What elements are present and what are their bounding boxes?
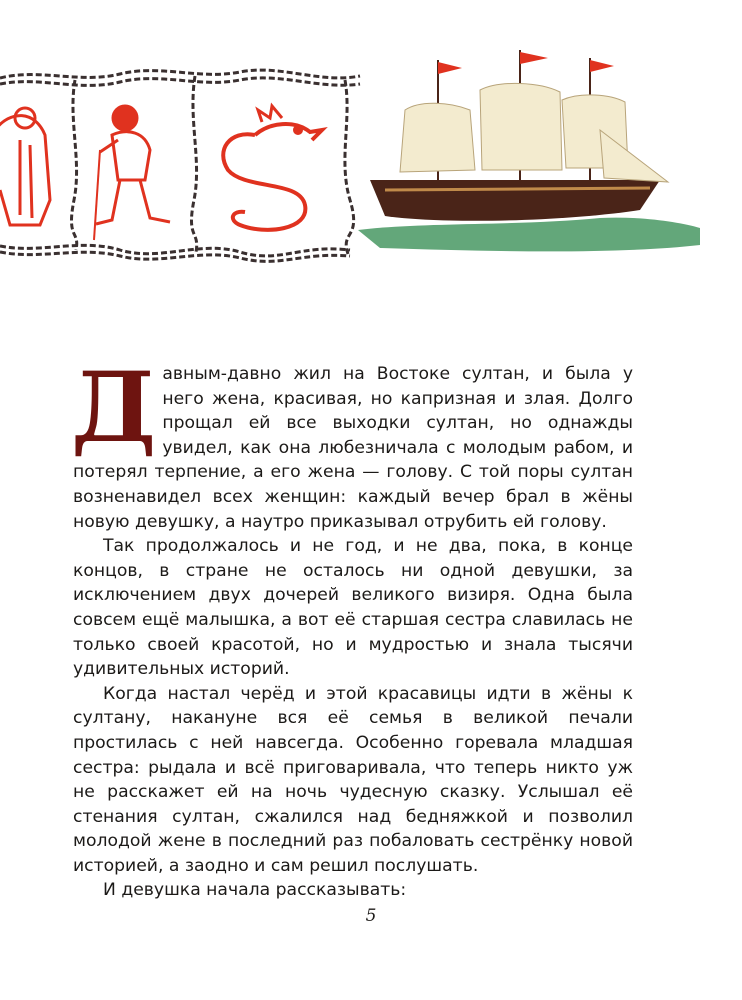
paragraph: Когда настал черёд и этой красавицы идти в жёны к султану, накануне вся её семья в великой печали простилась с ней навсегда. Особенно горевала младшая сестра: рыдала и всё приговаривала, что теперь никто уж не расскажет ей на ночь чудесную сказку. Услышал её стенания султан, сжалился над бедняжкой и позволил молодой жене в последний раз побаловать сестрёнку новой историей, а заодно и сам решил послушать. xyxy=(73,683,633,876)
paragraph xyxy=(71,351,633,534)
header-illustration xyxy=(0,40,742,280)
sailing-ship xyxy=(358,50,700,251)
paragraph: Так продолжалось и не год, и не два, пока, в конце концов, в стране не осталось ни одной девушки, за исключением двух дочерей великого визиря. Одна была совсем ещё малышка, а вот её старшая сестра славилась не только своей красотой, но и мудростью и знала тысячи удивительных историй. xyxy=(73,536,633,680)
story-text xyxy=(71,351,633,903)
rope-border xyxy=(0,70,360,261)
drop-cap: Д xyxy=(71,351,157,464)
paragraph-text: авным-давно жил на Востоке султан, и была у него жена, красивая, но капризная и злая. Долго прощал ей все выходки султан, но однажды увидел, как она любезничала с молодым рабом, и потерял терпение, а его жена — голову. С той поры султан возненавидел всех женщин: каждый вечер брал в жёны новую девушку, а наутро приказывал отрубить ей голову. xyxy=(73,364,633,532)
page-number: 5 xyxy=(365,906,377,926)
paragraph: И девушка начала рассказывать: xyxy=(103,880,407,901)
walking-man-with-staff xyxy=(94,106,170,240)
turbaned-figure xyxy=(0,108,50,225)
sea-serpent xyxy=(223,106,322,230)
